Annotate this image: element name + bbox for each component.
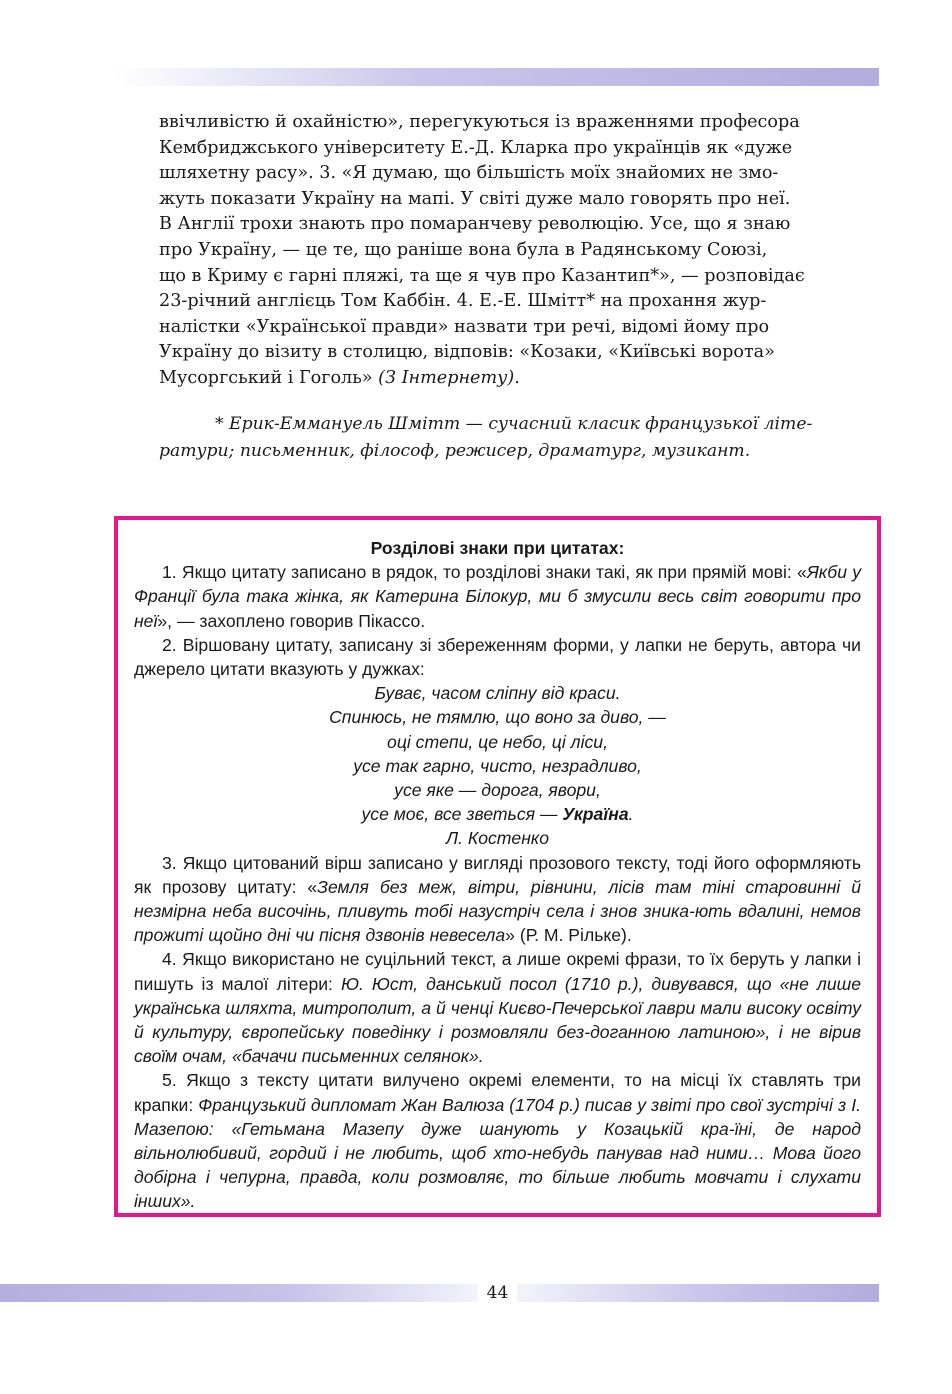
poem-author: Л. Костенко: [445, 828, 549, 849]
text-fragment: .: [628, 804, 634, 825]
text-fragment: 5. Якщо з тексту цитати вилучено окремі елементи, то на місці їх ставлять три крапки:: [134, 1070, 861, 1115]
text-line: Україну до візиту в столицю, відповів: «Козаки, «Київські ворота»: [159, 342, 775, 363]
text-line: що в Криму є гарні пляжі, та ще я чув про Казантип*», — розповідає: [159, 265, 805, 286]
text-line: шляхетну расу». 3. «Я думаю, що більшість моїх знайомих не змо-: [159, 163, 779, 184]
rule-paragraph-2: 2. Віршовану цитату, записану зі збереженням форми, у лапки не беруть, автора чи джерело цитати вказують у дужках:: [134, 634, 861, 680]
text-fragment: » (Р. М. Рільке).: [505, 925, 632, 946]
poem-line: Буває, часом сліпну від краси.: [374, 683, 621, 704]
main-text: [159, 110, 879, 392]
quote-text: Якби у Франції була така жінка, як Катерина Білокур, ми б змусили весь світ говорити про неї: [134, 562, 861, 631]
footnote-line: * Ерик-Еммануель Шмітт — сучасний класик французької літе-: [215, 414, 813, 434]
text-line-last: [159, 366, 879, 392]
rule-paragraph-3: [134, 851, 861, 948]
emphasis-word: Україна: [562, 804, 629, 825]
poem-line: оці степи, це небо, ці ліси,: [387, 731, 608, 752]
text-line: 23-річний англієць Том Каббін. 4. Е.-Е. Шмітт* на прохання жур-: [159, 291, 767, 312]
rule-title: Розділові знаки при цитатах:: [370, 538, 625, 558]
text-line: налістки «Української правди» назвати три речі, відомі йому про: [159, 316, 770, 337]
rule-box: [114, 516, 881, 1217]
rule-content: [134, 536, 861, 1214]
text-line: про Україну, — це те, що раніше вона була в Радянському Союзі,: [159, 239, 768, 260]
rule-paragraph-1: [134, 560, 861, 633]
text-fragment: усе моє, все зветься —: [361, 804, 563, 825]
poem-line: усе так гарно, чисто, незрадливо,: [353, 755, 642, 776]
text-line: жуть показати Україну на мапі. У світі дуже мало говорять про неї.: [159, 188, 791, 209]
poem-line: Спинюсь, не тямлю, що воно за диво, —: [329, 707, 666, 728]
rule-paragraph-4: [134, 947, 861, 1068]
footer-decor-bar-right: [517, 1284, 879, 1302]
text-fragment: 3. Якщо цитований вірш записано у вигляді прозового тексту, тоді його оформляють як прозову цитату: «: [134, 852, 861, 897]
footer-decor-bar-left: [0, 1284, 478, 1302]
poem-line: усе яке — дорога, явори,: [394, 780, 601, 801]
footnote-line: ратури; письменник, філософ, режисер, драматург, музикант.: [159, 440, 751, 461]
text-line: В Англії трохи знають про помаранчеву революцію. Усе, що я знаю: [159, 214, 791, 235]
text-fragment: 1. Якщо цитату записано в рядок, то розділові знаки такі, як при прямій мові: «: [162, 562, 807, 583]
text-fragment: 4. Якщо використано не суцільний текст, а лише окремі фрази, то їх беруть у лапки і пишуть із малої літери:: [134, 949, 861, 994]
source-note: (З Інтернету): [378, 367, 515, 388]
text-line: ввічливістю й охайністю», перегукуються із враженнями професора: [159, 112, 800, 132]
text-fragment: », — захоплено говорив Пікассо.: [157, 610, 426, 631]
rule-paragraph-5: [134, 1068, 861, 1213]
text-line: Кембриджського університету Е.-Д. Кларка про українців як «дуже: [159, 137, 793, 158]
quote-text: Французький дипломат Жан Валюза (1704 р.) писав у звіті про свої зустрічі з І. Мазепою: «Гетьмана Мазепу дуже шанують у Козацькій кра-їні, де народ вільнолюбивий, гордий і не любить, щоб хто-небудь панував над ними… Мова його добірна і чепурна, правда, коли розмовляє, то більше любить мовчати і слухати інших».: [134, 1094, 861, 1212]
text-fragment: Мусоргський і Гоголь»: [159, 367, 373, 388]
header-decor-bar: [113, 68, 879, 86]
poem-quote: [134, 681, 861, 850]
page-number: 44: [486, 1283, 509, 1303]
poem-line: [134, 802, 861, 826]
text-fragment: .: [514, 367, 520, 388]
footnote: [159, 411, 879, 464]
quote-text: Земля без меж, вітри, рівнини, лісів там тіні старовинні й незмірна неба височінь, пливуть тобі назустріч села і знов зника-ють вдалині, немов прожиті щойно дні чи пісня дзвонів невесела: [134, 876, 861, 946]
quote-text: Ю. Юст, данський посол (1710 р.), дивувався, що «не лише українська шляхта, митрополит, а й ченці Києво-Печерської лаври мали високу освіту й культуру, європейську поведінку і розмовляли без-доганною латиною», і не вірив своїм очам, «бачачи письменних селянок».: [134, 973, 862, 1067]
